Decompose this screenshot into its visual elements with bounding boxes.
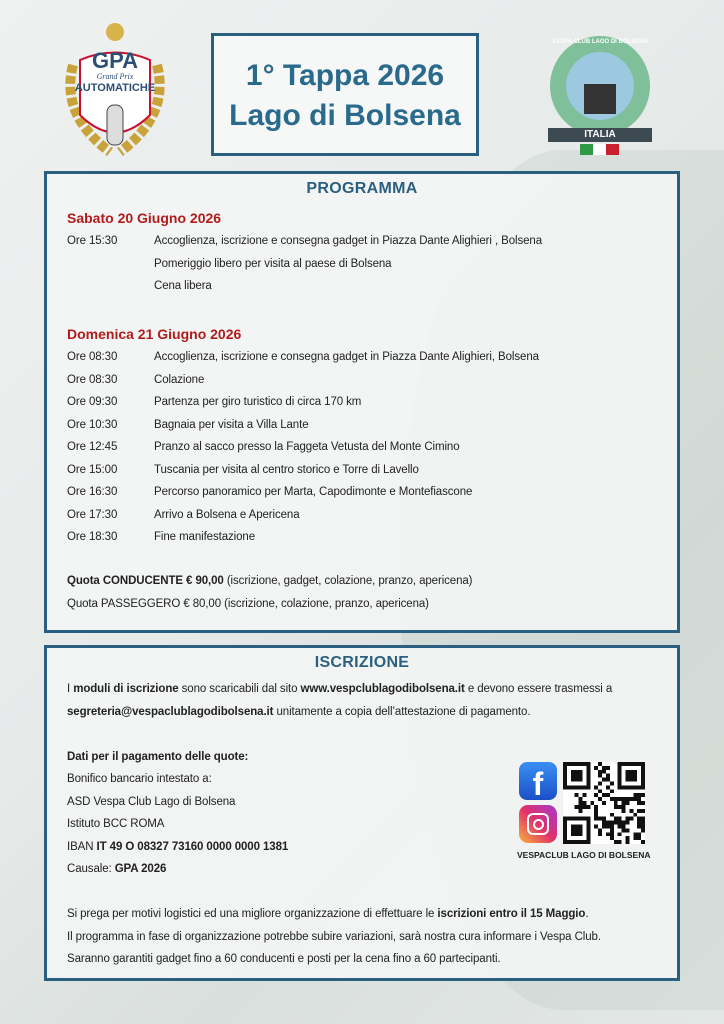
- instagram-icon[interactable]: [519, 805, 557, 843]
- program-time: Ore 17:30: [67, 508, 118, 521]
- causale-label: Causale:: [67, 863, 115, 875]
- iscrizione-paragraph-2: [67, 706, 530, 718]
- payment-bonifico: Bonifico bancario intestato a:: [67, 773, 212, 785]
- gpa-logo-text: GPA: [91, 48, 139, 73]
- program-time: Ore 15:30: [67, 235, 118, 247]
- text: sono scaricabili dal sito: [178, 683, 301, 695]
- text: Si prega per motivi logistici ed una migliore organizzazione di effettuare le: [67, 908, 438, 920]
- program-time: Ore 18:30: [67, 531, 118, 543]
- vespa-club-logo-italia: ITALIA: [584, 129, 616, 140]
- iscrizione-paragraph-1: [67, 683, 612, 695]
- program-time: Ore 08:30: [67, 351, 118, 363]
- program-activity: Bagnaia per visita a Villa Lante: [154, 418, 309, 431]
- day-title: Sabato 20 Giugno 2026: [67, 210, 222, 226]
- program-activity: Fine manifestazione: [154, 531, 256, 543]
- vespa-club-logo-name: VESPA CLUB LAGO DI BOLSENA: [552, 39, 648, 45]
- program-time: Ore 16:30: [67, 486, 118, 498]
- social-caption: VESPACLUB LAGO DI BOLSENA: [517, 850, 651, 860]
- program-time: Ore 10:30: [67, 418, 118, 431]
- qr-code[interactable]: [563, 762, 645, 844]
- iban-label: IBAN: [67, 841, 97, 853]
- quota-conducente-details: (iscrizione, gadget, colazione, pranzo, apericena): [223, 575, 473, 587]
- text-bold: iscrizioni entro il 15 Maggio: [437, 908, 586, 920]
- text: I: [67, 683, 74, 695]
- program-time: Ore 08:30: [67, 373, 118, 386]
- payment-iban: [67, 841, 288, 853]
- program-activity: Colazione: [154, 373, 205, 386]
- payment-title: Dati per il pagamento delle quote:: [67, 751, 249, 763]
- text: e devono essere trasmessi a: [464, 683, 613, 695]
- text: unitamente a copia dell’attestazione di pagamento.: [273, 706, 531, 718]
- program-activity: Percorso panoramico per Marta, Capodimonte e Montefiascone: [154, 486, 473, 498]
- note-2: Il programma in fase di organizzazione potrebbe subire variazioni, sarà nostra cura informare i Vespa Club.: [67, 931, 601, 943]
- vespa-club-logo: [544, 34, 656, 158]
- payment-beneficiario: ASD Vespa Club Lago di Bolsena: [67, 796, 236, 808]
- gpa-logo-subtext: Grand Prix: [96, 72, 134, 81]
- quota-conducente: [67, 575, 472, 587]
- program-time: Ore 12:45: [67, 441, 118, 453]
- program-time: Ore 09:30: [67, 396, 118, 408]
- note-3: Saranno garantiti gadget fino a 60 conducenti e posti per la cena fino a 60 partecipanti.: [67, 953, 501, 965]
- iban-value: IT 49 O 08327 73160 0000 0000 1381: [96, 841, 289, 853]
- program-activity: Pranzo al sacco presso la Faggeta Vetusta del Monte Cimino: [154, 441, 460, 453]
- program-activity: Cena libera: [154, 280, 212, 292]
- quota-passeggero: Quota PASSEGGERO € 80,00 (iscrizione, colazione, pranzo, apericena): [67, 598, 429, 610]
- program-activity: Accoglienza, iscrizione e consegna gadget in Piazza Dante Alighieri, Bolsena: [154, 351, 539, 363]
- title-box: [211, 33, 479, 156]
- payment-causale: [67, 863, 166, 875]
- text: .: [585, 908, 589, 920]
- note-1: [67, 908, 588, 920]
- gpa-logo: [55, 20, 175, 156]
- website-link[interactable]: www.vespclublagodibolsena.it: [300, 683, 465, 695]
- payment-istituto: Istituto BCC ROMA: [67, 818, 165, 830]
- iscrizione-section: [44, 645, 680, 981]
- program-activity: Tuscania per visita al centro storico e Torre di Lavello: [154, 463, 419, 476]
- facebook-icon[interactable]: f: [519, 762, 557, 800]
- program-activity: Accoglienza, iscrizione e consegna gadget in Piazza Dante Alighieri , Bolsena: [154, 235, 543, 247]
- program-time: Ore 15:00: [67, 463, 118, 476]
- quota-conducente-price: Quota CONDUCENTE € 90,00: [67, 575, 224, 587]
- gpa-logo-automatiche: AUTOMATICHE: [74, 82, 156, 94]
- page-subtitle: Lago di Bolsena: [229, 99, 461, 132]
- iscrizione-heading: ISCRIZIONE: [314, 654, 410, 671]
- programma-section: [44, 171, 680, 633]
- page-title: 1° Tappa 2026: [245, 59, 445, 92]
- text-bold: moduli di iscrizione: [73, 683, 179, 695]
- program-activity: Arrivo a Bolsena e Apericena: [154, 508, 300, 521]
- causale-value: GPA 2026: [114, 863, 167, 875]
- programma-heading: PROGRAMMA: [306, 180, 418, 197]
- email-link[interactable]: segreteria@vespaclublagodibolsena.it: [67, 706, 274, 718]
- day-title: Domenica 21 Giugno 2026: [67, 326, 242, 342]
- program-activity: Pomeriggio libero per visita al paese di Bolsena: [154, 257, 392, 270]
- program-activity: Partenza per giro turistico di circa 170 km: [154, 396, 362, 408]
